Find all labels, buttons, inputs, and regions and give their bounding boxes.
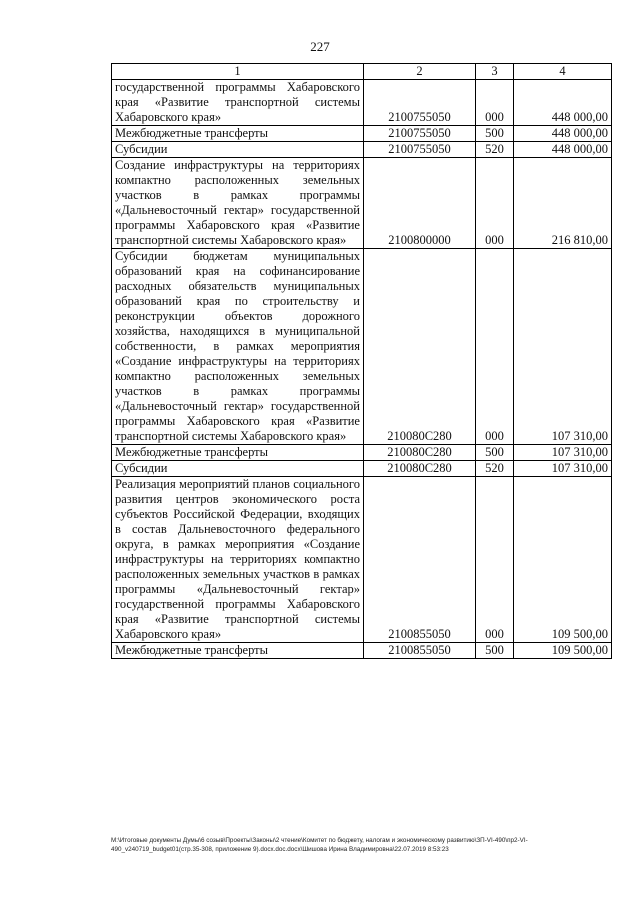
row-amount: 107 310,00: [514, 249, 612, 445]
table-header-row: [112, 64, 612, 80]
table-row: [112, 80, 612, 126]
table-row: [112, 477, 612, 643]
row-name: Межбюджетные трансферты: [112, 126, 364, 142]
table-row: [112, 142, 612, 158]
row-code: 2100855050: [364, 477, 476, 643]
budget-table: [111, 63, 612, 659]
table-row: [112, 126, 612, 142]
row-amount: 109 500,00: [514, 643, 612, 659]
row-name: Субсидии: [112, 461, 364, 477]
row-name: Межбюджетные трансферты: [112, 643, 364, 659]
row-code: 210080С280: [364, 445, 476, 461]
row-type: 000: [476, 80, 514, 126]
row-amount: 216 810,00: [514, 158, 612, 249]
row-type: 000: [476, 158, 514, 249]
table-row: [112, 249, 612, 445]
row-amount: 109 500,00: [514, 477, 612, 643]
column-header: 1: [112, 64, 364, 80]
row-name: Реализация мероприятий планов социального развития центров экономического роста субъектов Российской Федерации, входящих в состав Дальневосточного федерального округа, в рамках мероприятия «Создание инфраструктуры на территориях компактно расположенных земельных участков в рамках программы «Дальневосточный гектар» государственной программы Хабаровского края «Развитие транспортной системы Хабаровского края»: [112, 477, 364, 643]
row-type: 000: [476, 477, 514, 643]
row-type: 520: [476, 461, 514, 477]
column-header: 2: [364, 64, 476, 80]
row-code: 210080С280: [364, 461, 476, 477]
row-code: 2100755050: [364, 80, 476, 126]
row-name: Субсидии: [112, 142, 364, 158]
document-path-footer: M:\Итоговые документы Думы\6 созыв\Проекты\Законы\2 чтение\Комитет по бюджету, налогам и экономическому развитию\ЗП-VI-490\пр2-VI-490_v240719_budget01(стр.35-308, приложение 9).docx.doc.docx\Шишова Ирина Владимировна\22.07.2019 8:53:23: [111, 837, 528, 853]
table-row: [112, 643, 612, 659]
row-type: 500: [476, 643, 514, 659]
row-code: 2100755050: [364, 126, 476, 142]
row-name: Межбюджетные трансферты: [112, 445, 364, 461]
row-type: 520: [476, 142, 514, 158]
row-amount: 448 000,00: [514, 80, 612, 126]
table-row: [112, 445, 612, 461]
row-type: 500: [476, 445, 514, 461]
table-row: [112, 461, 612, 477]
row-code: 210080С280: [364, 249, 476, 445]
row-amount: 107 310,00: [514, 461, 612, 477]
row-type: 500: [476, 126, 514, 142]
row-code: 2100755050: [364, 142, 476, 158]
row-name: Создание инфраструктуры на территориях компактно расположенных земельных участков в рамках программы «Дальневосточный гектар» государственной программы Хабаровского края «Развитие транспортной системы Хабаровского края»: [112, 158, 364, 249]
row-code: 2100800000: [364, 158, 476, 249]
row-name: Субсидии бюджетам муниципальных образований края на софинансирование расходных обязательств муниципальных образований края по строительству и реконструкции объектов дорожного хозяйства, находящихся в муниципальной собственности, в рамках мероприятия «Создание инфраструктуры на территориях компактно расположенных земельных участков в рамках программы «Дальневосточный гектар» государственной программы Хабаровского края «Развитие транспортной системы Хабаровского края»: [112, 249, 364, 445]
column-header: 4: [514, 64, 612, 80]
row-name: государственной программы Хабаровского края «Развитие транспортной системы Хабаровского края»: [112, 80, 364, 126]
column-header: 3: [476, 64, 514, 80]
table-row: [112, 158, 612, 249]
row-code: 2100855050: [364, 643, 476, 659]
row-amount: 448 000,00: [514, 142, 612, 158]
row-amount: 107 310,00: [514, 445, 612, 461]
page-number: 227: [310, 39, 330, 54]
row-type: 000: [476, 249, 514, 445]
row-amount: 448 000,00: [514, 126, 612, 142]
